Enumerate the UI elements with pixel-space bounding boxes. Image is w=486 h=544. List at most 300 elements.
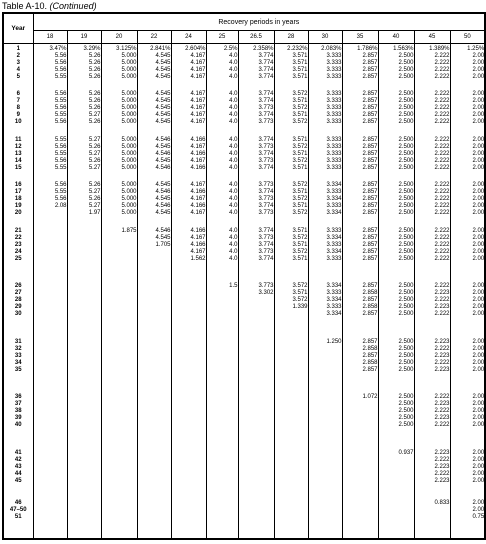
rate-value (239, 478, 274, 485)
rate-value (239, 394, 274, 401)
rate-cell (378, 281, 414, 337)
year-label: 38 (14, 408, 22, 415)
year-label: 17 (14, 189, 22, 195)
rate-value: 2.00 (472, 150, 485, 157)
rate-value: 2.00 (472, 463, 485, 470)
rate-cell (171, 392, 206, 448)
rate-cell (137, 135, 171, 181)
rate-value (34, 210, 67, 217)
year-label: 16 (14, 182, 22, 188)
rate-cell (450, 448, 485, 499)
rate-value: 2.00 (472, 283, 485, 290)
rate-value: 3.571 (292, 241, 308, 248)
rate-value: 5.26 (88, 74, 101, 80)
year-label: 51 (14, 514, 22, 521)
rate-value: 3.334 (326, 210, 342, 216)
rate-cell (137, 448, 171, 499)
rate-value (239, 471, 274, 478)
rate-value: 2.00 (472, 422, 485, 429)
rate-value (343, 507, 378, 514)
rate-value (68, 464, 101, 471)
rate-value: 5.000 (121, 112, 137, 118)
rate-value: 2.858 (362, 359, 378, 366)
rate-value: 2.00 (472, 338, 485, 345)
rate-cell (342, 180, 378, 226)
rate-value (379, 457, 414, 464)
rate-value (275, 422, 308, 429)
rate-value: 2.222 (434, 470, 450, 477)
rate-value: 3.572 (292, 105, 308, 111)
year-label: 19 (14, 203, 22, 209)
year-label: 47–50 (9, 507, 27, 514)
rate-value (207, 500, 238, 507)
rate-value (239, 450, 274, 457)
rate-value: 5.000 (121, 210, 137, 216)
rate-value (207, 290, 238, 297)
rate-value (102, 507, 137, 514)
rate-value: 2.857 (362, 311, 378, 318)
rate-cell (67, 44, 101, 90)
rate-value: 5.56 (54, 105, 67, 111)
rate-value: 4.545 (155, 157, 171, 164)
rate-value: 5.26 (88, 91, 101, 97)
rate-value (68, 249, 101, 256)
rate-value: 2.222 (434, 189, 450, 195)
rate-value (138, 408, 171, 415)
rate-value: 4.166 (190, 150, 206, 157)
year-label: 14 (14, 157, 22, 164)
rate-value: 5.56 (54, 182, 67, 188)
rate-value: 2.00 (472, 67, 485, 73)
rate-value: 2.500 (398, 283, 414, 290)
year-label: 46 (14, 500, 22, 507)
rate-value (275, 353, 308, 360)
rate-value: 3.774 (258, 150, 274, 157)
rate-cell (137, 89, 171, 135)
rate-value: 3.773 (258, 210, 274, 216)
rate-value: 2.500 (398, 150, 414, 157)
rate-value: 5.000 (121, 105, 137, 111)
rate-value: 4.167 (190, 105, 206, 111)
rate-value: 3.334 (326, 248, 342, 255)
rate-value (239, 415, 274, 422)
rate-value: 3.773 (258, 283, 274, 290)
rate-value: 4.167 (190, 182, 206, 188)
rate-value: 2.500 (398, 352, 414, 359)
rate-value (239, 464, 274, 471)
rate-value (68, 228, 101, 235)
rate-cell (137, 44, 171, 90)
rate-value (207, 507, 238, 514)
rate-value (239, 304, 274, 311)
rate-value: 3.572 (292, 182, 308, 188)
rate-value: 3.774 (258, 136, 274, 143)
rate-value: 2.00 (472, 164, 485, 171)
rate-value: 3.773 (258, 105, 274, 111)
rate-value: 2.500 (398, 53, 414, 59)
rate-value: 2.00 (472, 227, 485, 234)
rate-cell (67, 180, 101, 226)
year-cell (3, 392, 33, 448)
rate-value: 0.833 (434, 500, 450, 507)
rate-value (172, 464, 206, 471)
rate-cell (378, 498, 414, 539)
rate-value (68, 450, 101, 457)
rate-value: 2.00 (472, 74, 485, 80)
year-group-row (3, 498, 485, 539)
rate-value: 1.562 (190, 255, 206, 262)
year-cell (3, 337, 33, 393)
rate-value (102, 471, 137, 478)
rate-value: 4.0 (229, 98, 238, 104)
rate-value (379, 471, 414, 478)
rate-value (34, 228, 67, 235)
rate-value: 5.000 (121, 182, 137, 188)
rate-value (34, 290, 67, 297)
rate-cell (238, 135, 274, 181)
rate-value (275, 500, 308, 507)
rate-cell (101, 337, 137, 393)
rate-value (172, 471, 206, 478)
rate-value: 3.773 (258, 196, 274, 202)
rate-value: 4.546 (155, 136, 171, 143)
rate-value (34, 401, 67, 408)
rate-value: 5.000 (121, 119, 137, 125)
rate-cell (137, 281, 171, 337)
rate-value: 5.56 (54, 143, 67, 150)
rate-value (34, 394, 67, 401)
rate-value: 2.500 (398, 157, 414, 164)
rate-value (309, 408, 342, 415)
rate-value: 2.00 (472, 408, 485, 415)
rate-value (68, 242, 101, 249)
rate-value: 4.166 (190, 203, 206, 209)
rate-cell (206, 498, 238, 539)
rate-value: 2.857 (362, 189, 378, 195)
rate-cell (274, 44, 308, 90)
rate-value: 2.500 (398, 297, 414, 304)
rate-value (138, 353, 171, 360)
rate-value: 3.774 (258, 189, 274, 195)
rate-value (138, 394, 171, 401)
rate-value: 0.75 (472, 514, 485, 521)
rate-value: 2.00 (472, 415, 485, 422)
rate-value: 2.00 (472, 105, 485, 111)
rate-cell (414, 226, 450, 282)
year-label: 32 (14, 345, 22, 352)
rate-value (68, 256, 101, 263)
rate-value (138, 401, 171, 408)
rate-cell (206, 135, 238, 181)
rate-cell (33, 135, 67, 181)
rate-value (343, 471, 378, 478)
rate-value (207, 450, 238, 457)
rate-value (68, 311, 101, 318)
rate-cell (171, 498, 206, 539)
rate-cell (33, 89, 67, 135)
rate-value (343, 408, 378, 415)
rate-value (102, 283, 137, 290)
rate-value: 2.500 (398, 74, 414, 80)
rate-value: 5.27 (88, 150, 101, 157)
rate-value: 3.334 (326, 196, 342, 202)
year-label: 23 (14, 241, 22, 248)
rate-value: 2.222 (434, 53, 450, 59)
year-label: 41 (14, 449, 22, 456)
rate-value (102, 360, 137, 367)
rate-value: 2.00 (472, 477, 485, 484)
rate-value: 3.773 (258, 119, 274, 125)
year-group-row (3, 337, 485, 393)
rate-value (138, 514, 171, 521)
rate-value: 2.500 (398, 60, 414, 66)
rate-value (309, 450, 342, 457)
rate-value: 5.27 (88, 203, 101, 209)
rate-value: 4.0 (229, 164, 238, 171)
rate-value: 2.00 (472, 241, 485, 248)
rate-value (102, 311, 137, 318)
period-header-28: 28 (274, 31, 308, 44)
rate-cell (137, 337, 171, 393)
rate-value (239, 507, 274, 514)
rate-value: 3.571 (292, 290, 308, 297)
rate-value: 4.167 (190, 234, 206, 241)
rate-value (138, 304, 171, 311)
rate-value: 3.571 (292, 53, 308, 59)
rate-value (239, 353, 274, 360)
rate-cell (67, 392, 101, 448)
rate-value: 2.083% (321, 46, 342, 52)
rate-value (172, 457, 206, 464)
year-label: 42 (14, 456, 22, 463)
rate-value (34, 471, 67, 478)
rate-cell (137, 226, 171, 282)
rate-value: 2.857 (362, 352, 378, 359)
rate-value: 5.56 (54, 67, 67, 73)
rate-cell (171, 135, 206, 181)
rate-value: 2.500 (398, 164, 414, 171)
rate-value (68, 304, 101, 311)
rate-value: 2.00 (472, 304, 485, 311)
rate-cell (450, 337, 485, 393)
rate-value: 2.857 (362, 255, 378, 262)
rate-value: 3.334 (326, 234, 342, 241)
rate-value (102, 415, 137, 422)
rate-value (172, 450, 206, 457)
rate-value (68, 457, 101, 464)
rate-cell (342, 498, 378, 539)
rate-value: 5.000 (121, 136, 137, 143)
rate-value: 2.857 (362, 112, 378, 118)
rate-value (207, 514, 238, 521)
rate-value: 3.125% (116, 46, 137, 52)
rate-value: 2.500 (398, 255, 414, 262)
rate-value: 4.167 (190, 98, 206, 104)
rate-cell (378, 89, 414, 135)
rate-value: 2.500 (398, 338, 414, 345)
rate-value: 2.222 (434, 105, 450, 111)
rate-value: 4.545 (155, 74, 171, 80)
rate-value: 2.500 (398, 227, 414, 234)
recovery-periods-table (2, 12, 486, 540)
rate-value (172, 478, 206, 485)
rate-value: 2.222 (434, 196, 450, 202)
rate-value: 2.858 (362, 304, 378, 311)
rate-value: 4.166 (190, 189, 206, 195)
rate-value: 5.26 (88, 182, 101, 188)
rate-value: 2.604% (185, 46, 206, 52)
rate-value (102, 235, 137, 242)
rate-value: 2.222 (434, 255, 450, 262)
rate-value: 2.223 (434, 477, 450, 484)
rate-value: 4.166 (190, 241, 206, 248)
rate-value: 3.333 (326, 304, 342, 311)
rate-cell (137, 180, 171, 226)
rate-value: 4.545 (155, 105, 171, 111)
rate-value (102, 514, 137, 521)
rate-cell (101, 281, 137, 337)
rate-value: 4.0 (229, 241, 238, 248)
rate-value: 3.333 (326, 164, 342, 171)
rate-value: 2.00 (472, 456, 485, 463)
rate-value (207, 408, 238, 415)
rate-value: 3.333 (326, 98, 342, 104)
rate-value: 4.0 (229, 196, 238, 202)
rate-value (309, 394, 342, 401)
rate-value: 5.000 (121, 67, 137, 73)
rate-cell (238, 337, 274, 393)
rate-value (68, 339, 101, 346)
year-label: 25 (14, 255, 22, 262)
rate-value: 2.08 (54, 203, 67, 209)
rate-value (34, 450, 67, 457)
rate-value: 2.222 (434, 408, 450, 415)
year-label: 28 (14, 297, 22, 304)
rate-value: 3.774 (258, 98, 274, 104)
rate-cell (274, 135, 308, 181)
rate-value (239, 500, 274, 507)
rate-value: 4.167 (190, 67, 206, 73)
rate-value: 1.563% (393, 46, 414, 52)
rate-value: 3.774 (258, 203, 274, 209)
rate-value: 3.572 (292, 297, 308, 304)
year-label: 43 (14, 463, 22, 470)
year-label: 29 (14, 304, 22, 311)
rate-value: 4.0 (229, 136, 238, 143)
rate-value (68, 422, 101, 429)
rate-value (172, 500, 206, 507)
rate-value: 2.222 (434, 164, 450, 171)
rate-cell (378, 337, 414, 393)
rate-cell (67, 226, 101, 282)
rate-value: 5.55 (54, 150, 67, 157)
rate-value (172, 353, 206, 360)
year-cell (3, 89, 33, 135)
rate-value: 3.572 (292, 91, 308, 97)
rate-value: 3.302 (258, 290, 274, 297)
rate-value (275, 311, 308, 318)
rate-value: 2.857 (362, 157, 378, 164)
rate-cell (238, 44, 274, 90)
rate-cell (101, 498, 137, 539)
rate-value (138, 422, 171, 429)
rate-value: 5.27 (88, 164, 101, 171)
rate-value: 2.857 (362, 164, 378, 171)
rate-value (275, 346, 308, 353)
rate-cell (414, 135, 450, 181)
rate-value (34, 422, 67, 429)
rate-value (172, 339, 206, 346)
rate-value: 3.572 (292, 234, 308, 241)
rate-value: 5.55 (54, 189, 67, 195)
rate-value (379, 514, 414, 521)
rate-cell (274, 448, 308, 499)
rate-value: 4.545 (155, 119, 171, 125)
rate-value: 4.546 (155, 164, 171, 171)
rate-value (68, 297, 101, 304)
rate-value: 2.222 (434, 60, 450, 66)
rate-cell (342, 448, 378, 499)
rate-value: 2.223 (434, 463, 450, 470)
rate-value (379, 478, 414, 485)
rate-value: 2.00 (472, 255, 485, 262)
rate-value (68, 346, 101, 353)
rate-value: 5.000 (121, 91, 137, 97)
rate-value (102, 464, 137, 471)
rate-value: 4.166 (190, 136, 206, 143)
rate-value: 1.5 (229, 283, 238, 290)
rate-value: 4.546 (155, 227, 171, 234)
rate-value (343, 464, 378, 471)
rate-value (102, 422, 137, 429)
rate-value: 4.0 (229, 203, 238, 209)
year-label: 9 (16, 112, 20, 118)
rate-value: 0.937 (398, 449, 414, 456)
rate-value: 2.500 (398, 366, 414, 373)
rate-value (102, 367, 137, 374)
rate-value: 3.334 (326, 182, 342, 188)
rate-value: 4.546 (155, 150, 171, 157)
rate-cell (308, 135, 342, 181)
rate-value: 3.572 (292, 157, 308, 164)
year-label: 44 (14, 470, 22, 477)
period-header-row (3, 31, 485, 44)
rate-value: 2.222 (434, 234, 450, 241)
rate-value: 4.167 (190, 248, 206, 255)
rate-value (309, 457, 342, 464)
rate-value: 5.55 (54, 136, 67, 143)
rate-cell (137, 392, 171, 448)
rate-cell (101, 135, 137, 181)
rate-cell (67, 498, 101, 539)
rate-value: 2.857 (362, 297, 378, 304)
rate-cell (33, 392, 67, 448)
rate-value: 2.857 (362, 283, 378, 290)
rate-value: 3.774 (258, 227, 274, 234)
rate-value: 2.500 (398, 234, 414, 241)
rate-value (102, 401, 137, 408)
rate-value (138, 256, 171, 263)
rate-value: 1.97 (88, 210, 101, 216)
rate-cell (171, 337, 206, 393)
rate-value (309, 500, 342, 507)
rate-value: 2.00 (472, 401, 485, 408)
rate-value: 2.00 (472, 248, 485, 255)
rate-value (102, 339, 137, 346)
rate-value: 4.167 (190, 210, 206, 216)
rate-value: 3.774 (258, 164, 274, 171)
rate-value (68, 235, 101, 242)
